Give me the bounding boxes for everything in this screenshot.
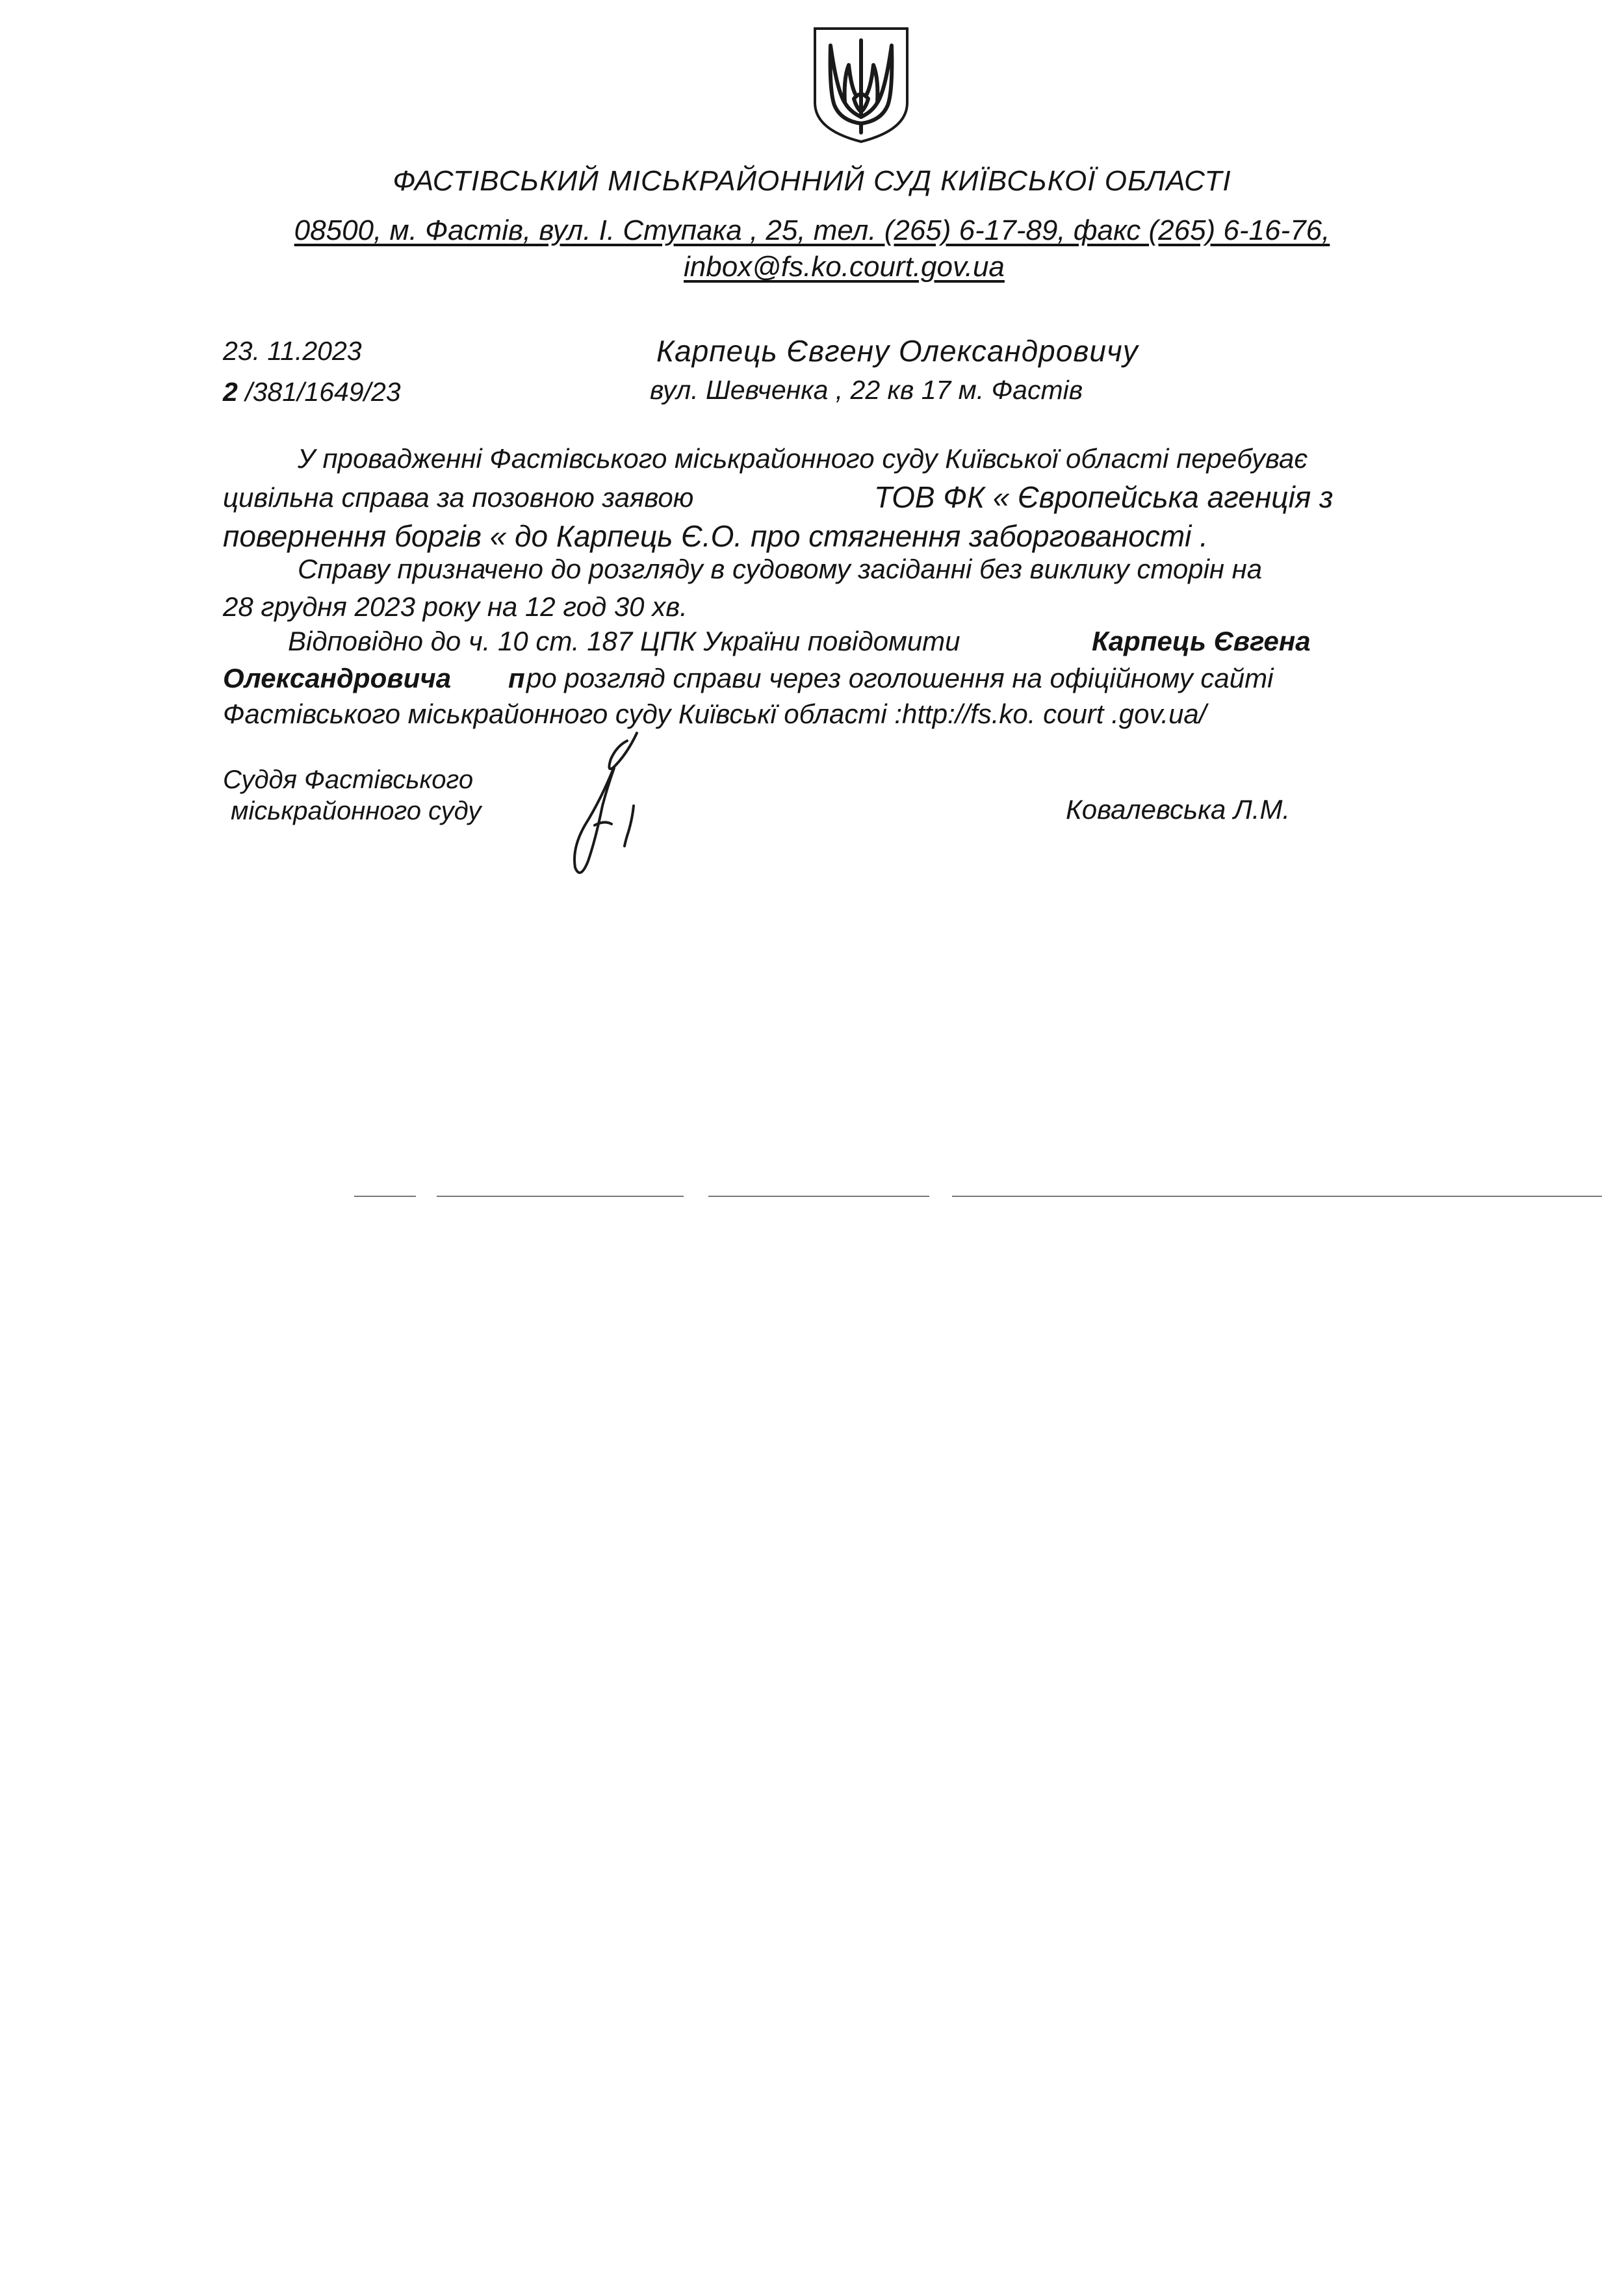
body-paragraph-2-line-2: 28 грудня 2023 року на 12 год 30 хв. (223, 591, 688, 622)
body-paragraph-1-line-2b: ТОВ ФК « Європейська агенція з (874, 480, 1334, 514)
letter-date: 23. 11.2023 (223, 336, 362, 366)
case-number-prefix: 2 (223, 377, 238, 407)
body-paragraph-3-line-1a: Відповідно до ч. 10 ст. 187 ЦПК України повідомити (288, 626, 960, 656)
recipient-name-bold: Карпець Євгена (1092, 626, 1311, 656)
body-paragraph-3-initial: п (508, 663, 525, 693)
body-paragraph-1-line-3: повернення боргів « до Карпець Є.О. про стягнення заборгованості . (223, 519, 1208, 553)
judge-title-line-1: Суддя Фастівського (223, 765, 474, 794)
case-number (223, 377, 401, 407)
recipient-address: вул. Шевченка , 22 кв 17 м. Фастів (650, 375, 1083, 405)
court-name-heading: ФАСТІВСЬКИЙ МІСЬКРАЙОННИЙ СУД КИЇВСЬКОЇ ОБЛАСТІ (393, 165, 1231, 197)
handwritten-signature-icon (549, 728, 653, 884)
body-paragraph-3-line-2c: ро розгляд справи через оголошення на офіційному сайті (526, 663, 1274, 693)
scan-divider-1 (354, 1196, 416, 1197)
body-paragraph-2-line-1: Справу призначено до розгляду в судовому засіданні без виклику сторін на (298, 554, 1263, 584)
judge-name: Ковалевська Л.М. (1066, 794, 1291, 825)
scan-divider-3 (708, 1196, 929, 1197)
case-number-rest: /381/1649/23 (237, 377, 401, 407)
scan-divider-2 (437, 1196, 684, 1197)
body-paragraph-1-line-1: У провадженні Фастівського міськрайонного суду Київської області перебуває (298, 443, 1308, 474)
scan-divider-4 (952, 1196, 1602, 1197)
court-email: inbox@fs.ko.court.gov.ua (684, 251, 1005, 283)
coat-of-arms-icon (811, 26, 911, 144)
body-paragraph-3-line-3: Фастівського міськрайонного суду Київськї області :http://fs.ko. court .gov.ua/ (223, 699, 1207, 729)
court-address: 08500, м. Фастів, вул. І. Ступака , 25, тел. (265) 6-17-89, факс (265) 6-16-76, (294, 214, 1330, 246)
body-paragraph-1-line-2a: цивільна справа за позовною заявою (223, 482, 694, 513)
judge-title-line-2: міськрайонного суду (231, 797, 482, 825)
recipient-name-bold-continued: Олександровича (223, 663, 452, 693)
recipient-name: Карпець Євгену Олександровичу (656, 334, 1139, 368)
